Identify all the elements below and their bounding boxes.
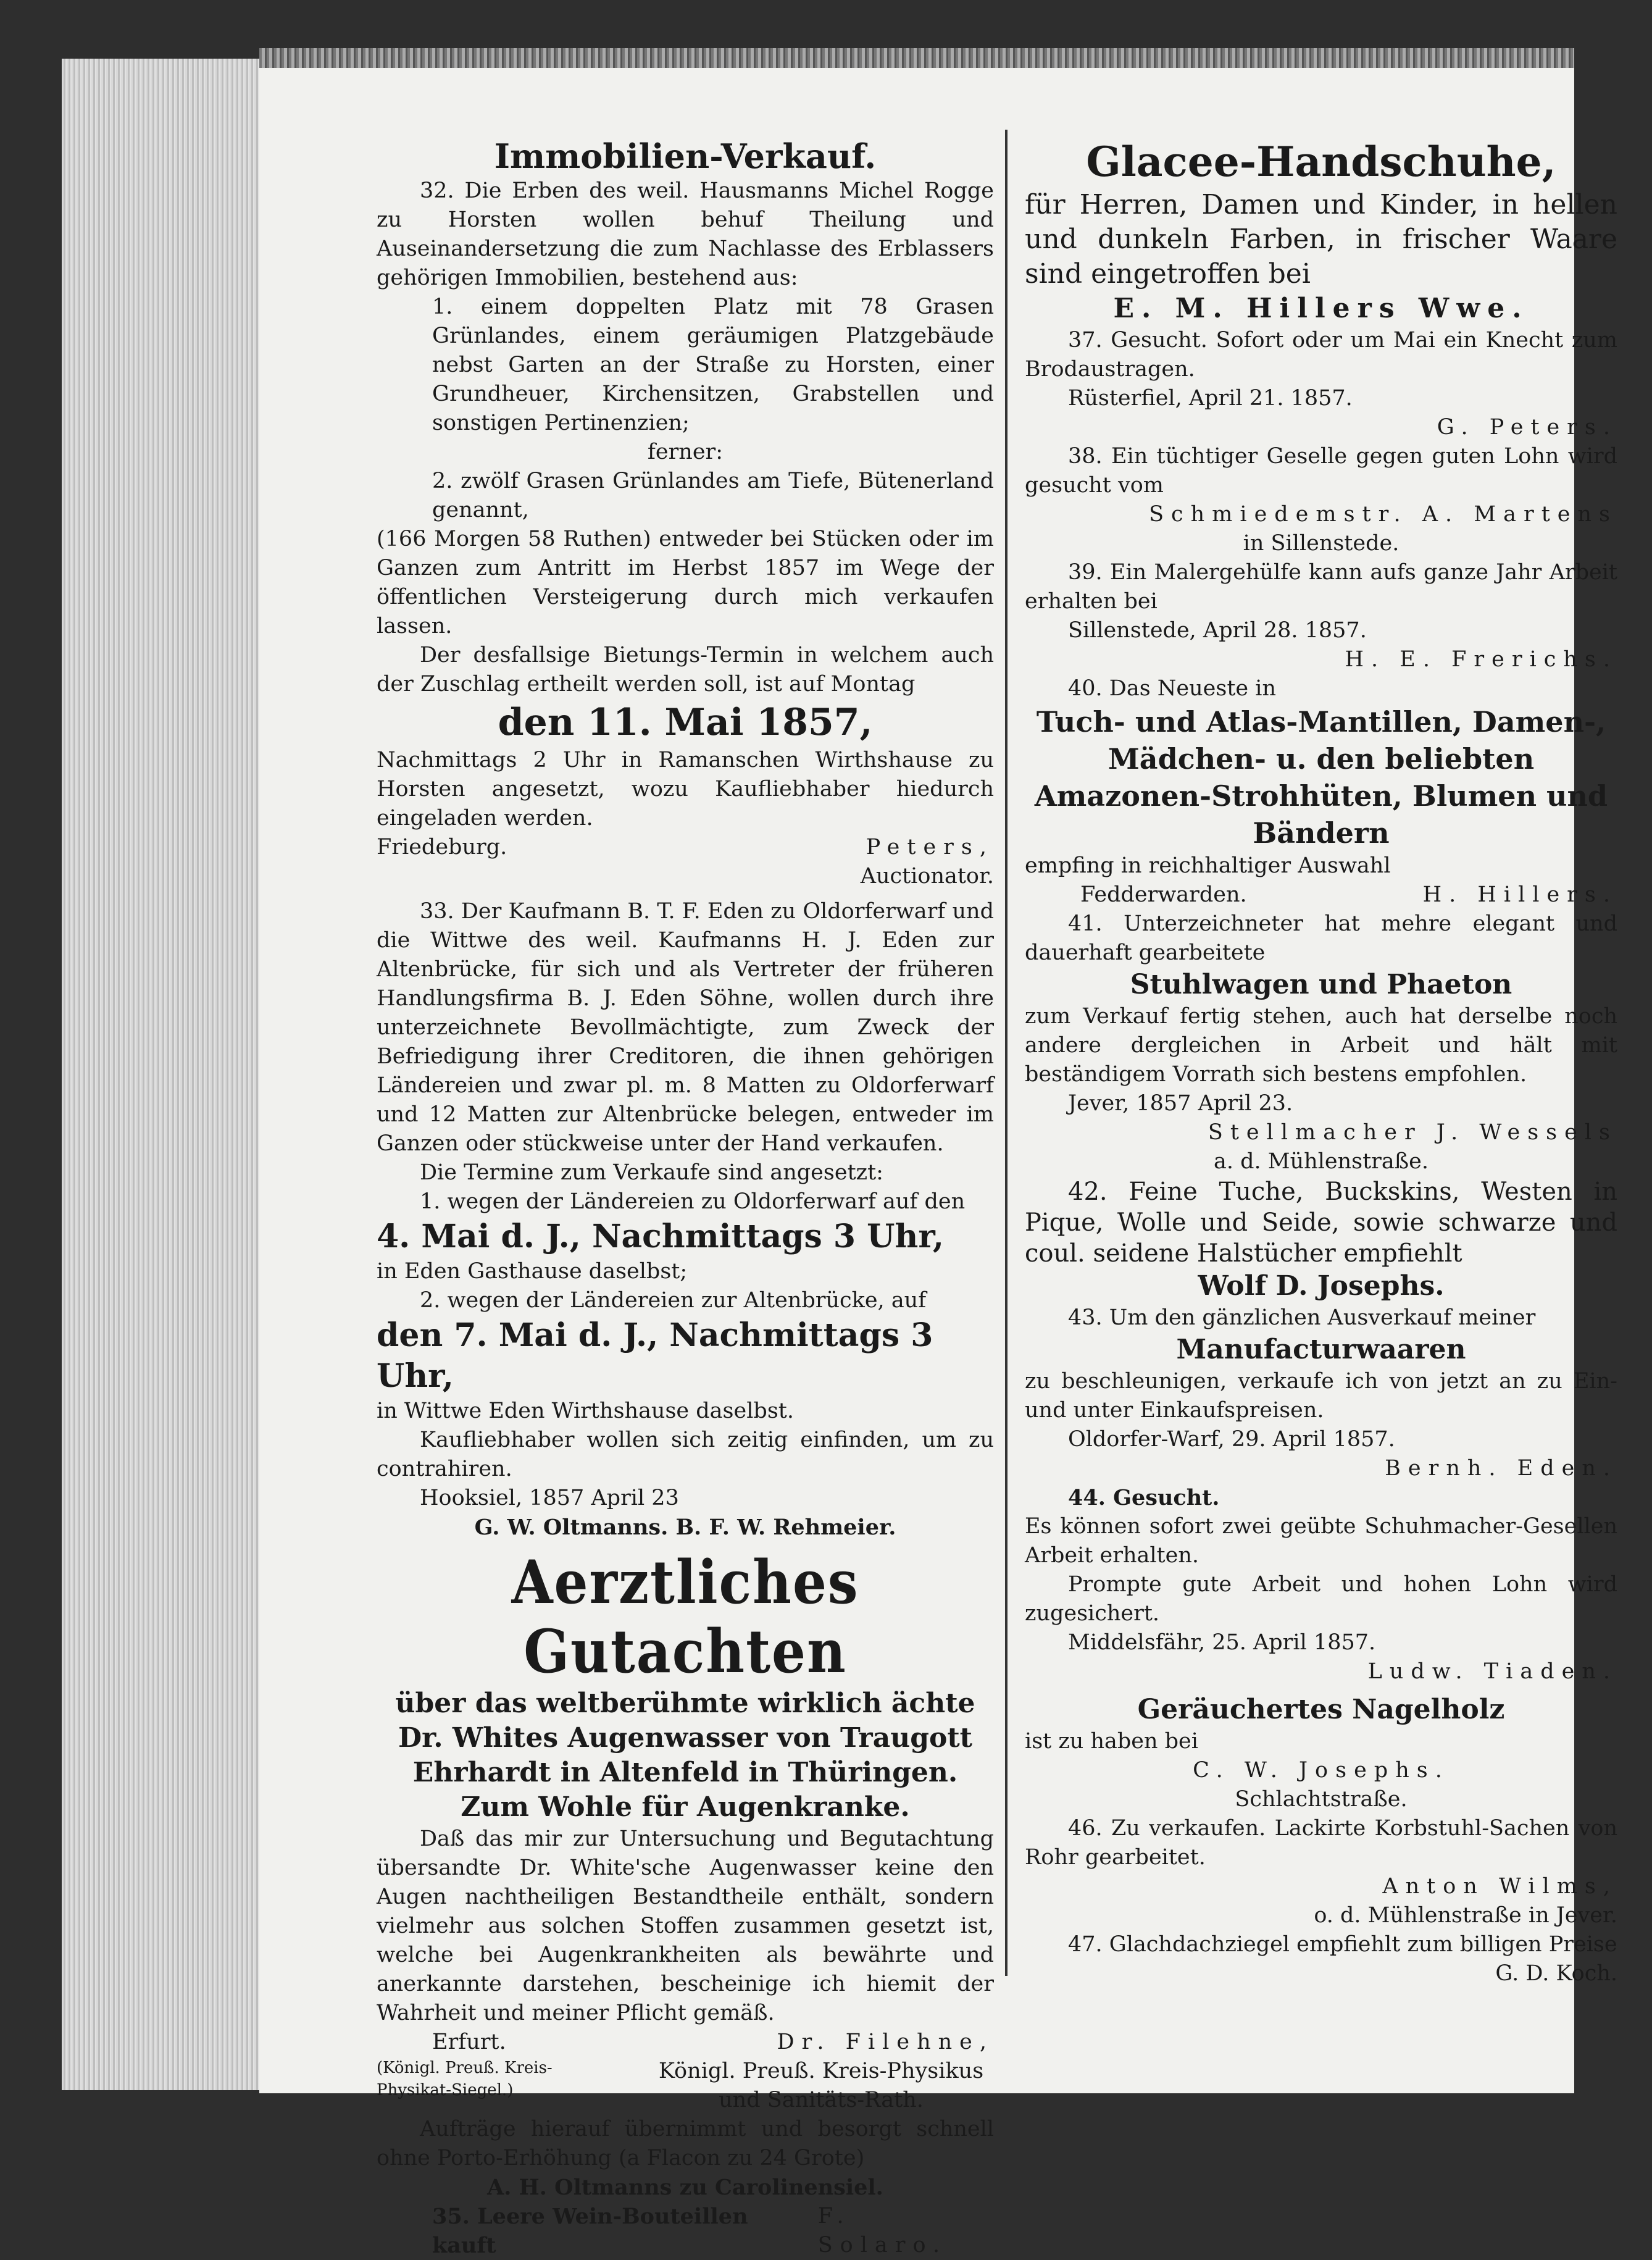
heading-immobilien: Immobilien-Verkauf. <box>494 136 877 176</box>
ad-44: Es können sofort zwei geübte Schuhmacher-Gesellen Arbeit erhalten. <box>1025 1514 1617 1568</box>
ad-44-name: Ludw. Tiaden. <box>1367 1659 1617 1684</box>
page-stack-edge <box>62 59 265 2090</box>
ad-39-place: Sillenstede, April 28. 1857. <box>1068 618 1367 643</box>
ad-41-products: Stuhlwagen und Phaeton <box>1130 969 1512 1000</box>
ad-33-loc-a: in Eden Gasthause daselbst; <box>377 1259 688 1284</box>
gutachten-seal: (Königl. Preuß. Kreis-Physikat-Siegel.) <box>377 2059 553 2099</box>
ad-32-text: (166 Morgen 58 Ruthen) entweder bei Stücken oder im Ganzen zum Antritt im Herbst 1857 im Wege der öffentlichen Versteigerung durch mich verkaufen lassen. <box>377 527 994 638</box>
ad-43-place: Oldorfer-Warf, 29. April 1857. <box>1068 1427 1395 1452</box>
ad-40-text: empfing in reichhaltiger Auswahl <box>1025 853 1391 878</box>
gutachten-sub-2: Dr. Whites Augenwasser von Traugott <box>398 1722 972 1754</box>
ad-39-name: H. E. Frerichs. <box>1345 647 1617 672</box>
heading-aerztliches-gutachten: Aerztliches Gutachten <box>511 1547 859 1686</box>
ad-38-place: in Sillenstede. <box>1243 531 1400 556</box>
ad-42: 42. Feine Tuche, Buckskins, Westen in Pique, Wolle und Seide, sowie schwarze und coul. seidene Halstücher empfiehlt <box>1025 1178 1617 1268</box>
ad-41-place: Jever, 1857 April 23. <box>1068 1091 1293 1116</box>
ad-43: 43. Um den gänzlichen Ausverkauf meiner <box>1068 1305 1536 1330</box>
ad-32-ferner: ferner: <box>647 440 724 464</box>
ad-46-addr: o. d. Mühlenstraße in Jever. <box>1314 1903 1617 1928</box>
ad-37-place: Rüsterfiel, April 21. 1857. <box>1068 386 1353 411</box>
ad-33-date-a: 4. Mai d. J., Nachmittags 3 Uhr, <box>377 1218 945 1255</box>
ad-33-item2: 2. wegen der Ländereien zur Altenbrücke, auf <box>420 1288 927 1313</box>
ad-33-termine: Die Termine zum Verkaufe sind angesetzt: <box>420 1160 883 1185</box>
gutachten-signature <box>377 2028 994 2057</box>
ad-47: 47. Glachdachziegel empfiehlt zum billigen Preise <box>1068 1932 1617 1957</box>
gutachten-order: Aufträge hierauf übernimmt und besorgt schnell ohne Porto-Erhöhung (a Flacon zu 24 Grote) <box>377 2117 994 2170</box>
ad-33-place: Hooksiel, 1857 April 23 <box>420 1486 679 1510</box>
ad-46-name: Anton Wilms, <box>1382 1874 1617 1899</box>
gutachten-name: Dr. Filehne, <box>777 2030 994 2054</box>
heading-glacee: Glacee-Handschuhe, <box>1086 138 1556 186</box>
right-column <box>1025 136 1617 1988</box>
ad-41: 41. Unterzeichneter hat mehre elegant und dauerhaft gearbeitete <box>1025 911 1617 965</box>
column-rule <box>1005 130 1007 1976</box>
nagel-text: ist zu haben bei <box>1025 1729 1198 1754</box>
ad-33-intro: 33. Der Kaufmann B. T. F. Eden zu Oldorferwarf und die Wittwe des weil. Kaufmanns H. J. Eden zur Altenbrücke, für sich und als Vertreter der früheren Handlungsfirma B. J. Eden Söhne, wollen durch ihre unterzeichnete Bevollmächtigte, zum Zweck der Befriedigung ihrer Creditoren, die ihnen gehörigen Ländereien und zwar pl. m. 8 Matten zu Oldorferwarf und 12 Matten zur Altenbrücke belegen, entweder im Ganzen oder stückweise unter der Hand verkaufen. <box>377 899 994 1156</box>
gutachten-sub-1: über das weltberühmte wirklich ächte <box>395 1688 975 1719</box>
gutachten-seal-row <box>377 2057 994 2115</box>
ad-32-name: Peters, <box>866 835 994 860</box>
ad-42-name: Wolf D. Josephs. <box>1198 1270 1445 1302</box>
ad-32-termin: Der desfallsige Bietungs-Termin in welchem auch der Zuschlag ertheilt werden soll, ist auf Montag <box>377 643 994 697</box>
gutachten-role: Königl. Preuß. Kreis-Physikus und Sanitäts-Rath. <box>658 2059 984 2112</box>
glacee-sub: für Herren, Damen und Kinder, in hellen und dunkeln Farben, in frischer Waare sind eingetroffen bei <box>1025 189 1617 290</box>
ad-40: 40. Das Neueste in <box>1068 676 1276 701</box>
ad-35 <box>377 2202 994 2260</box>
ad-35-text: 35. Leere Wein-Bouteillen kauft <box>432 2204 748 2258</box>
nagel-name: C. W. Josephs. <box>1193 1758 1450 1783</box>
ad-32-role: Auctionator. <box>860 864 994 889</box>
ad-41-text: zum Verkauf fertig stehen, auch hat derselbe noch andere dergleichen in Arbeit und hält mit beständigem Vorrath sich bestens empfohlen. <box>1025 1004 1617 1087</box>
ad-37: 37. Gesucht. Sofort oder um Mai ein Knecht zum Brodaustragen. <box>1025 328 1617 382</box>
ad-33-date-b: den 7. Mai d. J., Nachmittags 3 Uhr, <box>377 1316 933 1395</box>
ad-32-intro: 32. Die Erben des weil. Hausmanns Michel Rogge zu Horsten wollen behuf Theilung und Auseinandersetzung die zum Nachlasse des Erblassers gehörigen Immobilien, bestehend aus: <box>377 178 994 290</box>
ad-33-loc-b: in Wittwe Eden Wirthshause daselbst. <box>377 1399 794 1423</box>
ad-32-signature <box>377 833 994 862</box>
ad-44-head: 44. Gesucht. <box>1068 1485 1220 1510</box>
heading-nagelholz: Geräuchertes Nagelholz <box>1137 1694 1505 1725</box>
gutachten-agent: A. H. Oltmanns zu Carolinensiel. <box>487 2175 883 2200</box>
ad-32-place: Friedeburg. <box>377 835 507 860</box>
ad-33-item1: 1. wegen der Ländereien zu Oldorferwarf auf den <box>420 1189 966 1214</box>
glacee-firm: E. M. Hillers Wwe. <box>1113 293 1529 324</box>
ad-35-name: F. Solaro. <box>817 2204 948 2258</box>
ad-40-signature <box>1025 881 1617 910</box>
ad-41-addr: a. d. Mühlenstraße. <box>1214 1149 1429 1174</box>
gutachten-body: Daß das mir zur Untersuchung und Begutachtung übersandte Dr. White'sche Augenwasser keine den Augen nachtheiligen Bestandtheile enthält, sondern vielmehr aus solchen Stoffen zusammen gesetzt ist, welche bei Augenkrankheiten als bewährte und anerkannte darstehen, bescheinige ich hiemit der Wahrheit und meiner Pflicht gemäß. <box>377 1827 994 2025</box>
left-column <box>377 136 994 2260</box>
ad-43-products: Manufacturwaaren <box>1176 1334 1466 1365</box>
ad-40-place: Fedderwarden. <box>1080 882 1247 907</box>
ad-32-date: den 11. Mai 1857, <box>498 701 873 744</box>
ad-39: 39. Ein Malergehülfe kann aufs ganze Jahr Arbeit erhalten bei <box>1025 560 1617 614</box>
ad-33-signature: G. W. Oltmanns. B. F. W. Rehmeier. <box>474 1515 896 1540</box>
gutachten-place: Erfurt. <box>432 2030 506 2054</box>
ad-44-place: Middelsfähr, 25. April 1857. <box>1068 1630 1376 1655</box>
ad-47-name: G. D. Koch. <box>1495 1961 1617 1986</box>
ad-40-name: H. Hillers. <box>1422 882 1617 907</box>
ad-32-item2: 2. zwölf Grasen Grünlandes am Tiefe, Bütenerland genannt, <box>432 469 994 522</box>
gutachten-sub-4: Zum Wohle für Augenkranke. <box>461 1791 910 1823</box>
ad-37-name: G. Peters. <box>1437 415 1617 440</box>
gutachten-sub-3: Ehrhardt in Altenfeld in Thüringen. <box>412 1757 958 1788</box>
ad-43-text: zu beschleunigen, verkaufe ich von jetzt an zu Ein- und unter Einkaufspreisen. <box>1025 1369 1617 1423</box>
ad-38: 38. Ein tüchtiger Geselle gegen guten Lohn wird gesucht vom <box>1025 444 1617 498</box>
ad-44-text: Prompte gute Arbeit und hohen Lohn wird zugesichert. <box>1025 1572 1617 1626</box>
ad-32-item1: 1. einem doppelten Platz mit 78 Grasen Grünlandes, einem geräumigen Platzgebäude nebst Garten an der Straße zu Horsten, einer Grundheuer, Kirchensitzen, Grabstellen und sonstigen Pertinenzien; <box>432 295 994 435</box>
ad-32-text-b: Nachmittags 2 Uhr in Ramanschen Wirthshause zu Horsten angesetzt, wozu Kaufliebhaber hiedurch eingeladen werden. <box>377 748 994 831</box>
ad-41-name: Stellmacher J. Wessels <box>1208 1120 1617 1145</box>
ad-33-invite: Kaufliebhaber wollen sich zeitig einfinden, um zu contrahiren. <box>377 1428 994 1481</box>
ad-38-name: Schmiedemstr. A. Martens <box>1149 502 1617 527</box>
nagel-addr: Schlachtstraße. <box>1235 1787 1408 1812</box>
ad-43-name: Bernh. Eden. <box>1385 1456 1617 1481</box>
ad-40-products: Tuch- und Atlas-Mantillen, Damen-, Mädchen- u. den beliebten Amazonen-Strohhüten, Blumen und Bändern <box>1034 705 1608 850</box>
ad-46: 46. Zu verkaufen. Lackirte Korbstuhl-Sachen von Rohr gearbeitet. <box>1025 1816 1617 1870</box>
